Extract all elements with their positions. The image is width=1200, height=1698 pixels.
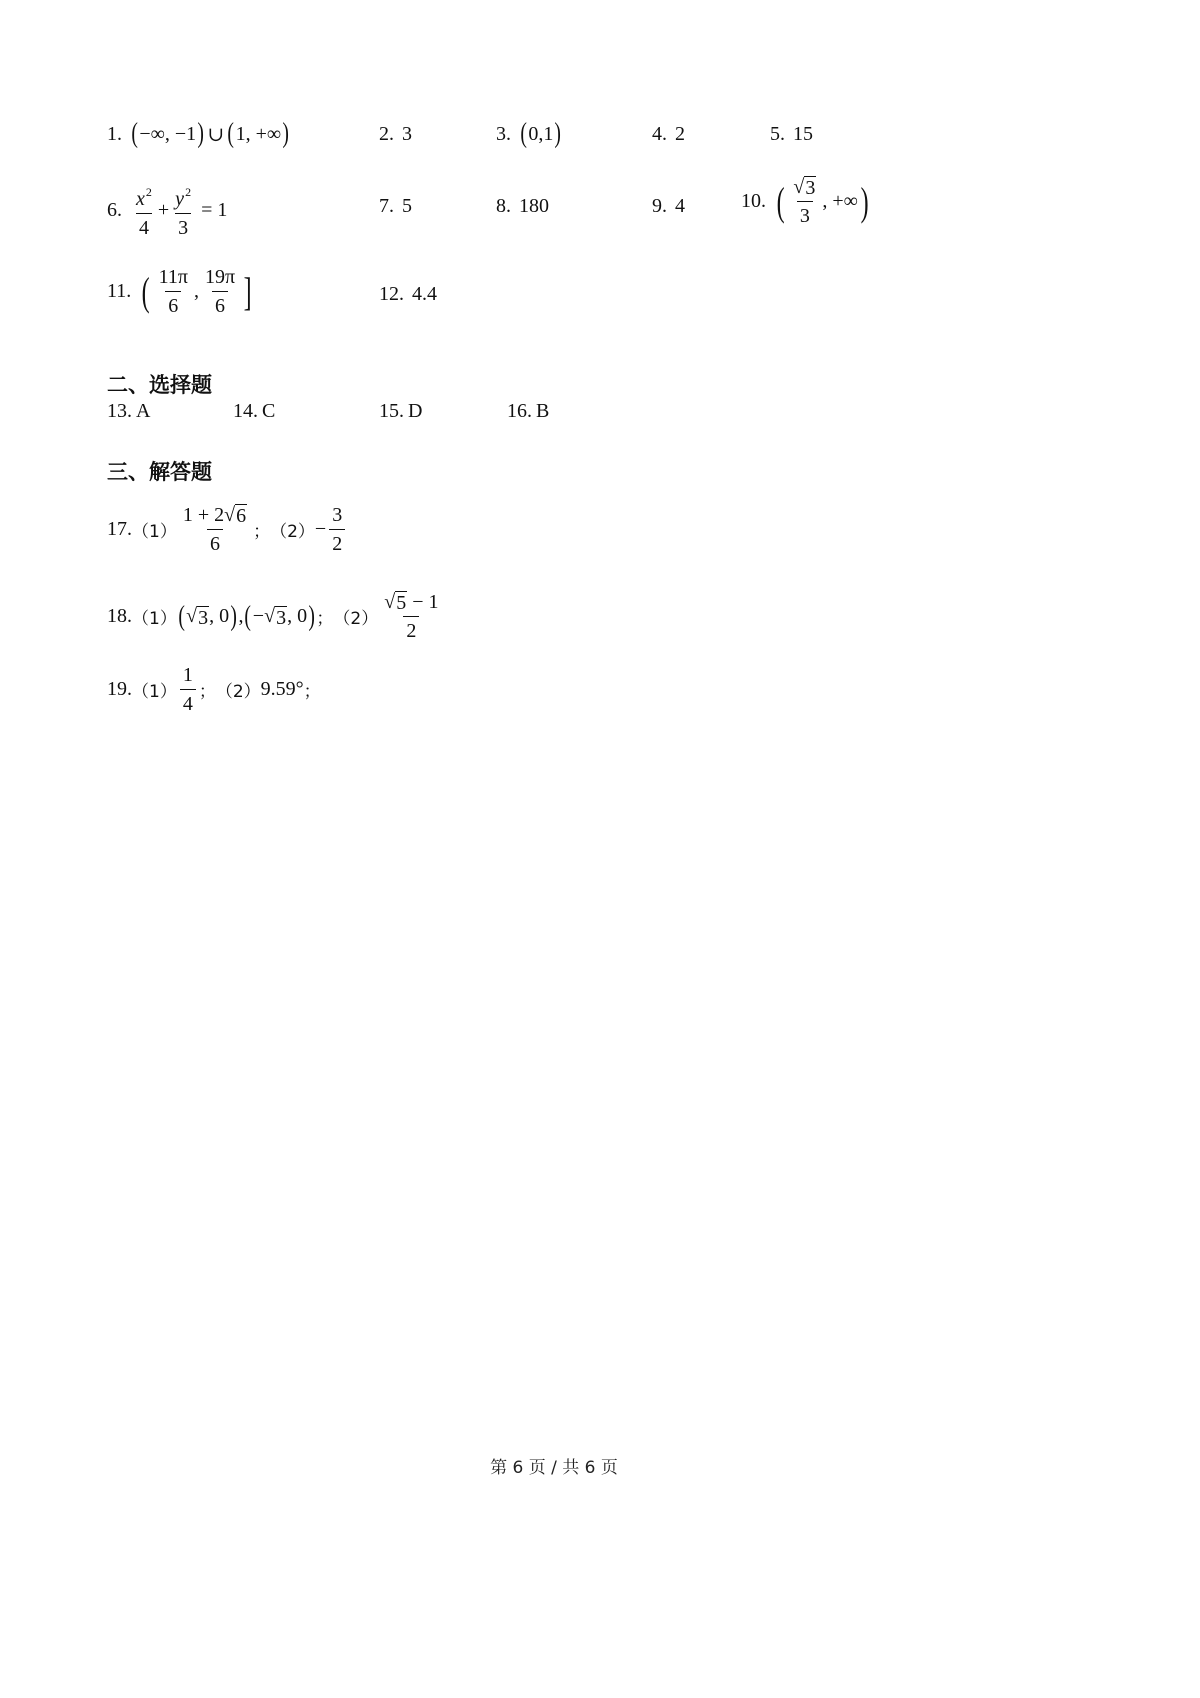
sqrt-5: √ 5 xyxy=(384,591,407,614)
fraction-17-part2: $\frac{3}{2}$ xyxy=(329,503,345,556)
section-heading-choice: 二、选择题 xyxy=(107,373,212,397)
fraction-18-part2: √ 5 − 1 2 xyxy=(384,591,439,642)
fraction-1-over-4: $\frac{1}{4}$ xyxy=(180,663,196,716)
answer-1: 1. ( −∞, −1 ) ∪ ( 1, +∞ ) xyxy=(107,118,290,149)
answer-1-right: 1, +∞ xyxy=(235,122,282,145)
answer-13: 13. A xyxy=(107,400,151,422)
fraction-19pi-over-6: $\frac{19\pi}{6}$ xyxy=(204,266,236,317)
sqrt-6: √ 6 xyxy=(224,504,247,527)
answer-10: 10. ( √ 3 3 , +∞ ) xyxy=(741,176,869,227)
fraction-sqrt3-over-3: √ 3 3 xyxy=(793,176,816,227)
answer-16: 16. B xyxy=(507,400,550,422)
answer-15: 15. D xyxy=(379,400,423,422)
sqrt-3: √ 3 xyxy=(186,604,209,629)
answer-12: 12. 4.4 xyxy=(379,283,437,305)
answer-3: 3. ( 0,1 ) xyxy=(496,118,562,149)
answer-4: 4. 2 xyxy=(652,123,685,145)
answer-11: 11. ( $\frac{11\pi}{6}$ , $\frac{19\pi}{6}$ ] xyxy=(107,266,252,317)
page-footer: 第 6 页 / 共 6 页 xyxy=(490,1458,618,1478)
fraction-y2-over-3: $\frac{y^2}{3}$ xyxy=(175,185,192,239)
answer-17: 17. （1） 1 + 2 √ 6 6 ； （2） − $\frac{3}{2}$ xyxy=(107,503,348,556)
sqrt-3-negative: √ 3 xyxy=(264,604,287,629)
fraction-17-part1: 1 + 2 √ 6 6 xyxy=(182,504,247,555)
answer-1-left: −∞, −1 xyxy=(139,122,197,145)
answer-8: 8. 180 xyxy=(496,195,549,217)
answer-9: 9. 4 xyxy=(652,195,685,217)
fraction-11pi-over-6: $\frac{11\pi}{6}$ xyxy=(158,266,188,317)
section-heading-solution: 三、解答题 xyxy=(107,460,212,484)
answer-6: 6. $\frac{x^2}{4}$ + $\frac{y^2}{3}$ = 1 xyxy=(107,180,227,240)
fraction-x2-over-4: $\frac{x^2}{4}$ xyxy=(136,185,152,239)
sqrt-3: √ 3 xyxy=(793,176,816,199)
union-symbol: ∪ xyxy=(207,123,225,146)
answer-7: 7. 5 xyxy=(379,195,412,217)
answer-5: 5. 15 xyxy=(770,123,813,145)
answer-19: 19. （1） $\frac{1}{4}$ ； （2） 9.59° ； xyxy=(107,664,321,715)
answer-2: 2. 3 xyxy=(379,123,412,145)
answer-18: 18. （1） ( √ 3 , 0 ) , ( − √ 3 , 0 ) ； （2） √ 5 − 1 2 xyxy=(107,590,444,643)
answer-14: 14. C xyxy=(233,400,276,422)
